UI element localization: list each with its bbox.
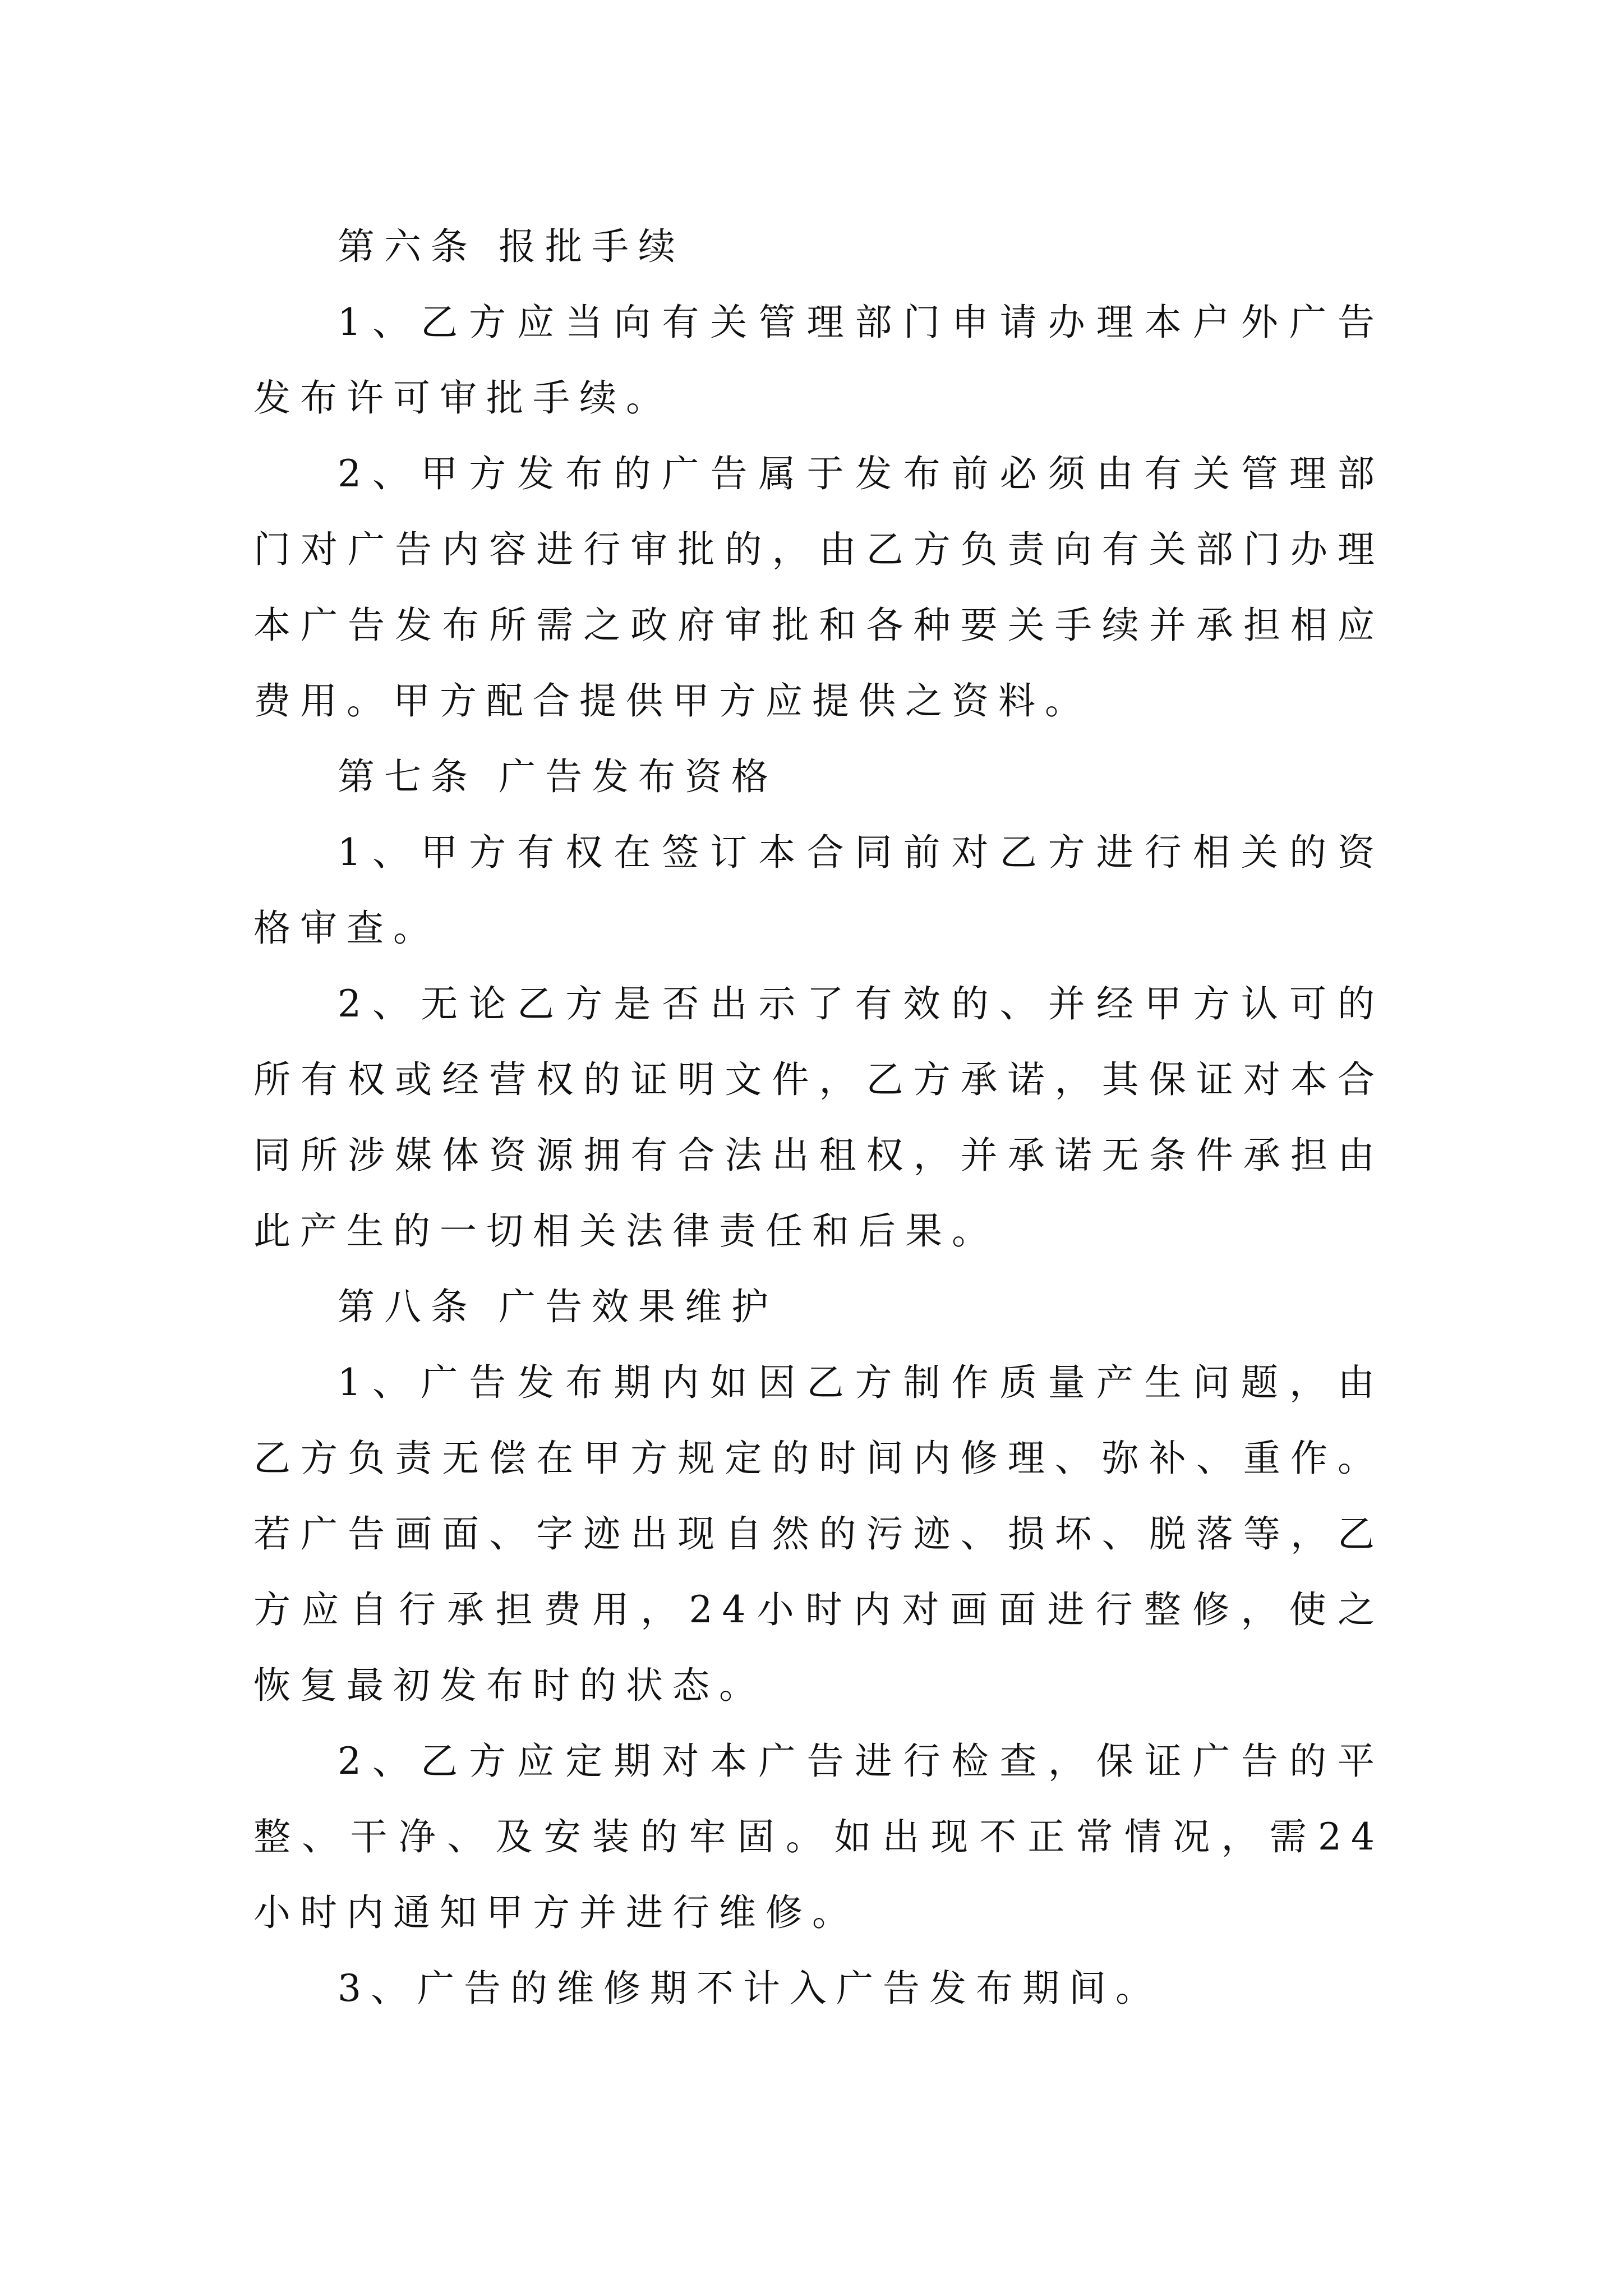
article-7-clause-1: 1、甲方有权在签订本合同前对乙方进行相关的资格审查。 [253, 831, 1384, 950]
article-6-heading: 第六条 报批手续 [338, 225, 685, 268]
article-7-heading: 第七条 广告发布资格 [338, 755, 778, 798]
article-8-clause-2: 2、乙方应定期对本广告进行检查，保证广告的平整、干净、及安装的牢固。如出现不正常情况，需24小时内通知甲方并进行维修。 [253, 1740, 1384, 1934]
document-body [253, 209, 1384, 2026]
article-7-clause-2: 2、无论乙方是否出示了有效的、并经甲方认可的所有权或经营权的证明文件，乙方承诺，其保证对本合同所涉媒体资源拥有合法出租权，并承诺无条件承担由此产生的一切相关法律责任和后果。 [253, 982, 1384, 1253]
article-6-clause-1: 1、乙方应当向有关管理部门申请办理本户外广告发布许可审批手续。 [253, 301, 1384, 420]
article-8-clause-1: 1、广告发布期内如因乙方制作质量产生问题，由乙方负责无偿在甲方规定的时间内修理、弥补、重作。若广告画面、字迹出现自然的污迹、损坏、脱落等，乙方应自行承担费用，24小时内对画面进行整修，使之恢复最初发布时的状态。 [253, 1361, 1384, 1707]
article-8-heading: 第八条 广告效果维护 [338, 1285, 778, 1328]
article-8-clause-3: 3、广告的维修期不计入广告发布期间。 [338, 1967, 1162, 2010]
article-6-clause-2: 2、甲方发布的广告属于发布前必须由有关管理部门对广告内容进行审批的，由乙方负责向有关部门办理本广告发布所需之政府审批和各种要关手续并承担相应费用。甲方配合提供甲方应提供之资料。 [253, 452, 1384, 723]
